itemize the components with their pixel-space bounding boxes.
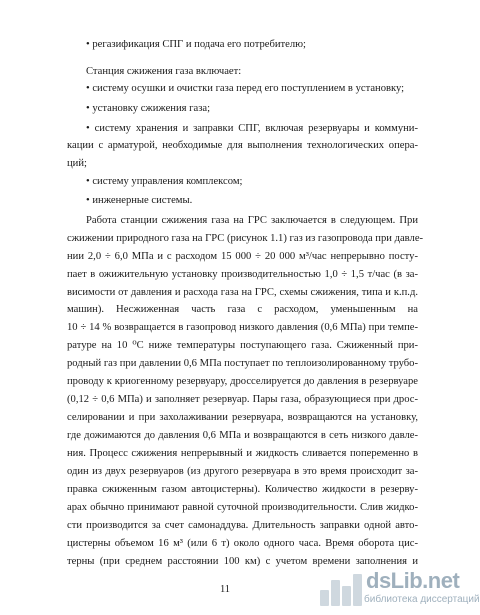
- watermark-logo-icon: [318, 570, 362, 606]
- text-line: [0, 285, 450, 301]
- text-line: [0, 138, 450, 154]
- text-line-content: ния. Процесс сжижения непрерывный и жидкость сливается попеременно в: [67, 448, 418, 459]
- text-line: [0, 64, 450, 80]
- text-line: [0, 193, 450, 209]
- text-line-content: • регазификация СПГ и подача его потребителю;: [86, 39, 307, 50]
- text-line: [0, 356, 450, 372]
- text-line-content: где дожимаются до давления 0,6 МПа и возвращаются в сеть низкого давле-: [67, 430, 418, 441]
- watermark: [318, 568, 480, 610]
- watermark-subtitle: библиотека диссертаций: [364, 594, 480, 605]
- text-line-content: сти производится за счет самонаддува. Длительность заправки одной авто-: [67, 520, 418, 531]
- text-line-content: ратуре на 10 ⁰С ниже температуры поступающего газа. Сжиженный при-: [67, 340, 418, 351]
- text-line: [0, 428, 450, 444]
- text-line-content: проводу к криогенному резервуару, дросселируется до давления в резервуаре: [67, 376, 418, 387]
- text-line: [0, 81, 450, 97]
- text-line-content: машин). Несжиженная часть газа с расходом, уменьшенным на: [67, 304, 418, 315]
- text-line: [0, 500, 450, 516]
- text-line: [0, 338, 450, 354]
- text-line: [0, 482, 450, 498]
- text-line-content: 10 ÷ 14 % возвращается в газопровод низкого давления (0,6 МПа) при темпе-: [67, 322, 418, 333]
- text-line: [0, 156, 450, 172]
- text-line-content: родный газ при давлении 0,6 МПа поступает по теплоизолированному трубо-: [67, 358, 418, 369]
- text-line-content: • систему управления комплексом;: [86, 176, 243, 187]
- text-line-content: • инженерные системы.: [86, 195, 193, 206]
- text-line: [0, 320, 450, 336]
- text-line-content: ций;: [67, 158, 87, 169]
- text-line: [0, 374, 450, 390]
- text-line-content: арах обычно принимают равной суточной производительности. Слив жидко-: [67, 502, 418, 513]
- text-line: [0, 231, 450, 247]
- text-line-content: (0,12 ÷ 0,6 МПа) и заполняет резервуар. Пары газа, образующиеся при дрос-: [67, 394, 418, 405]
- text-line-content: терны (при среднем расстоянии 100 км) с учетом времени заполнения и: [67, 556, 418, 567]
- text-line: [0, 121, 450, 137]
- text-line: [0, 213, 450, 229]
- page-number: 11: [219, 584, 231, 595]
- text-line-content: • систему осушки и очистки газа перед его поступлением в установку;: [86, 83, 405, 94]
- text-line: [0, 174, 450, 190]
- text-line: [0, 446, 450, 462]
- text-line-content: правка сжиженным газом автоцистерны). Количество жидкости в резерву-: [67, 484, 418, 495]
- text-line: [0, 249, 450, 265]
- text-line: [0, 267, 450, 283]
- text-line: [0, 464, 450, 480]
- text-line: [0, 410, 450, 426]
- text-line-content: селировании и при захолаживании резервуара, возвращаются на установку,: [67, 412, 418, 423]
- text-line: [0, 518, 450, 534]
- text-line-content: нии 2,0 ÷ 6,0 МПа и с расходом 15 000 ÷ 20 000 м³/час непрерывно посту-: [67, 251, 418, 262]
- text-line: [0, 392, 450, 408]
- text-line-content: • установку сжижения газа;: [86, 103, 211, 114]
- text-line: [0, 37, 450, 53]
- text-line: [0, 536, 450, 552]
- text-line-content: Работа станции сжижения газа на ГРС заключается в следующем. При: [86, 215, 418, 226]
- text-line: [0, 302, 450, 318]
- text-line-content: один из двух резервуаров (из другого резервуара в это время происходит за-: [67, 466, 418, 477]
- text-line-content: пает в ожижительную установку производительностью 1,0 ÷ 1,5 т/час (в за-: [67, 269, 418, 280]
- text-line-content: висимости от давления и расхода газа на ГРС, схемы сжижения, типа и к.п.д.: [67, 287, 418, 298]
- text-line-content: сжижении природного газа на ГРС (рисунок 1.1) газ из газопровода при давле-: [67, 233, 424, 244]
- text-line-content: Станция сжижения газа включает:: [86, 66, 242, 77]
- text-line-content: цистерны объемом 16 м³ (или 6 т) около одного часа. Время оборота цис-: [67, 538, 418, 549]
- watermark-name: dsLib.net: [366, 568, 460, 593]
- text-line-content: кации с арматурой, необходимые для выполнения технологических опера-: [67, 140, 418, 151]
- text-line-content: • систему хранения и заправки СПГ, включая резервуары и коммуни-: [86, 123, 418, 134]
- text-line: [0, 101, 450, 117]
